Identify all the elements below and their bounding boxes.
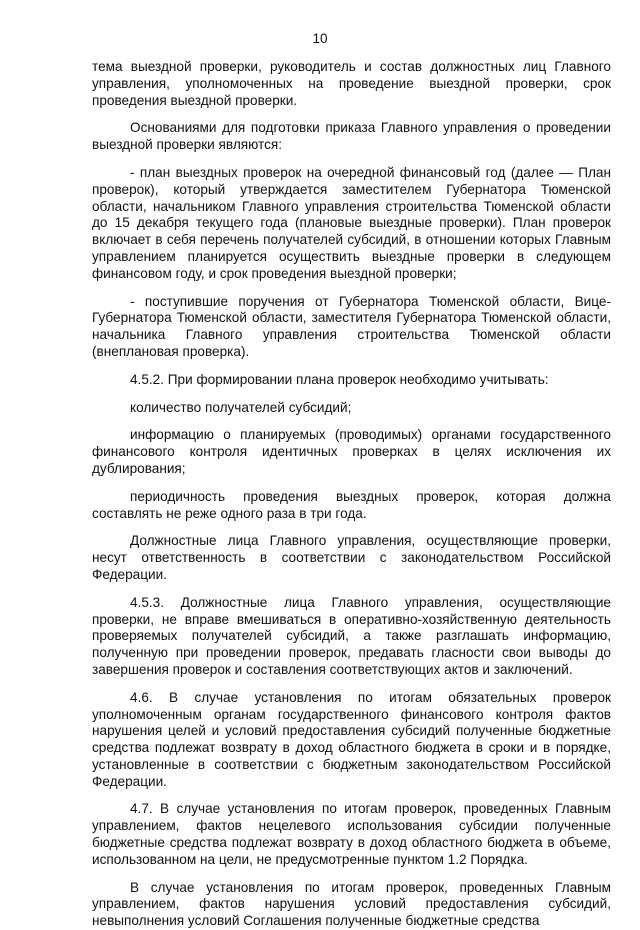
- paragraph-inspection-plan: - план выездных проверок на очередной финансовый год (далее — План проверок), который утверждается заместителем Губернатора Тюменской области, начальником Главного управления строительства Тюменской области до 15 декабря текущего года (плановые выездные проверки). План проверок включает в себя перечень получателей субсидий, в отношении которых Главным управлением планируется осуществить выездные проверки в следующем финансовом году, и срок проведения выездной проверки;: [92, 164, 611, 281]
- paragraph-control-info: информацию о планируемых (проводимых) органами государственного финансового контроля идентичных проверках в целях исключения их дублирования;: [92, 427, 611, 476]
- paragraph-4-7: 4.7. В случае установления по итогам проверок, проведенных Главным управлением, фактов нецелевого использования субсидии полученные бюджетные средства подлежат возврату в доход областного бюджета в объеме, использованном на цели, не предусмотренные пунктом 1.2 Порядка.: [92, 801, 611, 867]
- paragraph-4-6: 4.6. В случае установления по итогам обязательных проверок уполномоченным органам государственного финансового контроля фактов нарушения целей и условий предоставления субсидий полученные бюджетные средства подлежат возврату в доход областного бюджета в сроки и в порядке, установленные в соответствии с бюджетным законодательством Российской Федерации.: [92, 689, 611, 789]
- paragraph-continuation: тема выездной проверки, руководитель и состав должностных лиц Главного управления, уполномоченных на проведение выездной проверки, срок проведения выездной проверки.: [92, 59, 611, 108]
- paragraph-responsibility: Должностные лица Главного управления, осуществляющие проверки, несут ответственность в соответствии с законодательством Российской Федерации.: [92, 533, 611, 582]
- paragraph-governor-orders: - поступившие поручения от Губернатора Тюменской области, Вице-Губернатора Тюменской области, заместителя Губернатора Тюменской области, начальника Главного управления строительства Тюменской области (внеплановая проверка).: [92, 293, 611, 359]
- paragraph-periodicity: периодичность проведения выездных проверок, которая должна составлять не реже одного раза в три года.: [92, 488, 611, 521]
- paragraph-4-5-2: 4.5.2. При формировании плана проверок необходимо учитывать:: [130, 371, 549, 387]
- paragraph-violations: В случае установления по итогам проверок, проведенных Главным управлением, фактов нарушения условий предоставления субсидий, невыполнения условий Соглашения полученные бюджетные средства: [92, 879, 611, 929]
- page-number: 10: [312, 31, 328, 46]
- paragraph-grounds-intro: Основаниями для подготовки приказа Главного управления о проведении выездной проверки являются:: [92, 120, 611, 153]
- paragraph-recipients-count: количество получателей субсидий;: [130, 399, 352, 415]
- document-body: [92, 59, 611, 930]
- paragraph-4-5-3: 4.5.3. Должностные лица Главного управления, осуществляющие проверки, не вправе вмешиваться в оперативно-хозяйственную деятельность проверяемых получателей субсидий, а также разглашать информацию, полученную при проведении проверок, предавать гласности свои выводы до завершения проверок и составления соответствующих актов и заключений.: [92, 594, 611, 677]
